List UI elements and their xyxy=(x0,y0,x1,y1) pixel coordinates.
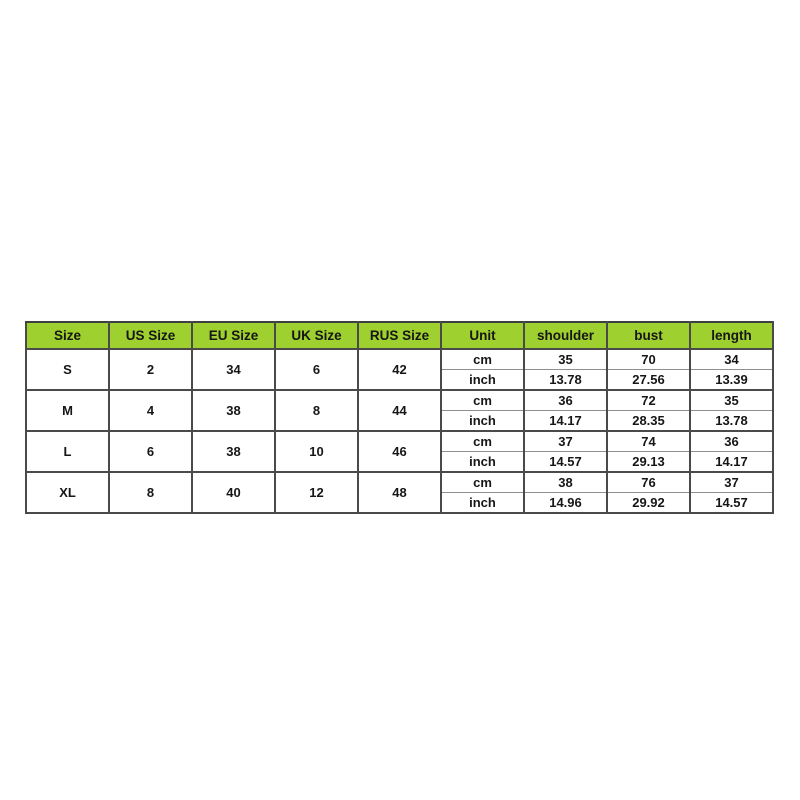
cell-size: M xyxy=(26,390,109,431)
column-header-rus-size: RUS Size xyxy=(358,322,441,349)
cell-length: 13.39 xyxy=(690,370,773,391)
cell-uk-size: 12 xyxy=(275,472,358,513)
cell-length: 35 xyxy=(690,390,773,411)
column-header-size: Size xyxy=(26,322,109,349)
cell-unit: inch xyxy=(441,370,524,391)
column-header-uk-size: UK Size xyxy=(275,322,358,349)
cell-eu-size: 40 xyxy=(192,472,275,513)
cell-eu-size: 38 xyxy=(192,390,275,431)
size-chart-table xyxy=(25,321,774,514)
header-row xyxy=(26,322,773,349)
cell-length: 14.17 xyxy=(690,452,773,473)
cell-unit: cm xyxy=(441,431,524,452)
cell-unit: cm xyxy=(441,349,524,370)
cell-shoulder: 35 xyxy=(524,349,607,370)
cell-us-size: 2 xyxy=(109,349,192,390)
table-row-xl-cm xyxy=(26,472,773,493)
cell-uk-size: 8 xyxy=(275,390,358,431)
cell-rus-size: 46 xyxy=(358,431,441,472)
table-row-s-cm xyxy=(26,349,773,370)
cell-bust: 28.35 xyxy=(607,411,690,432)
cell-length: 13.78 xyxy=(690,411,773,432)
cell-unit: inch xyxy=(441,493,524,514)
table-row-l-cm xyxy=(26,431,773,452)
table-row-m-cm xyxy=(26,390,773,411)
cell-us-size: 8 xyxy=(109,472,192,513)
cell-rus-size: 48 xyxy=(358,472,441,513)
column-header-length: length xyxy=(690,322,773,349)
cell-shoulder: 36 xyxy=(524,390,607,411)
cell-shoulder: 37 xyxy=(524,431,607,452)
cell-length: 36 xyxy=(690,431,773,452)
cell-length: 37 xyxy=(690,472,773,493)
cell-shoulder: 14.17 xyxy=(524,411,607,432)
cell-size: XL xyxy=(26,472,109,513)
column-header-bust: bust xyxy=(607,322,690,349)
cell-shoulder: 14.57 xyxy=(524,452,607,473)
column-header-shoulder: shoulder xyxy=(524,322,607,349)
column-header-eu-size: EU Size xyxy=(192,322,275,349)
cell-uk-size: 6 xyxy=(275,349,358,390)
cell-eu-size: 34 xyxy=(192,349,275,390)
cell-shoulder: 14.96 xyxy=(524,493,607,514)
cell-unit: inch xyxy=(441,452,524,473)
cell-unit: cm xyxy=(441,472,524,493)
size-chart xyxy=(25,321,774,514)
cell-length: 14.57 xyxy=(690,493,773,514)
column-header-us-size: US Size xyxy=(109,322,192,349)
cell-bust: 74 xyxy=(607,431,690,452)
cell-bust: 72 xyxy=(607,390,690,411)
cell-rus-size: 44 xyxy=(358,390,441,431)
cell-bust: 76 xyxy=(607,472,690,493)
column-header-unit: Unit xyxy=(441,322,524,349)
cell-size: S xyxy=(26,349,109,390)
cell-bust: 29.13 xyxy=(607,452,690,473)
cell-shoulder: 38 xyxy=(524,472,607,493)
cell-shoulder: 13.78 xyxy=(524,370,607,391)
cell-uk-size: 10 xyxy=(275,431,358,472)
cell-us-size: 4 xyxy=(109,390,192,431)
cell-eu-size: 38 xyxy=(192,431,275,472)
cell-unit: cm xyxy=(441,390,524,411)
cell-unit: inch xyxy=(441,411,524,432)
cell-us-size: 6 xyxy=(109,431,192,472)
cell-bust: 27.56 xyxy=(607,370,690,391)
cell-bust: 70 xyxy=(607,349,690,370)
cell-bust: 29.92 xyxy=(607,493,690,514)
cell-size: L xyxy=(26,431,109,472)
cell-length: 34 xyxy=(690,349,773,370)
cell-rus-size: 42 xyxy=(358,349,441,390)
